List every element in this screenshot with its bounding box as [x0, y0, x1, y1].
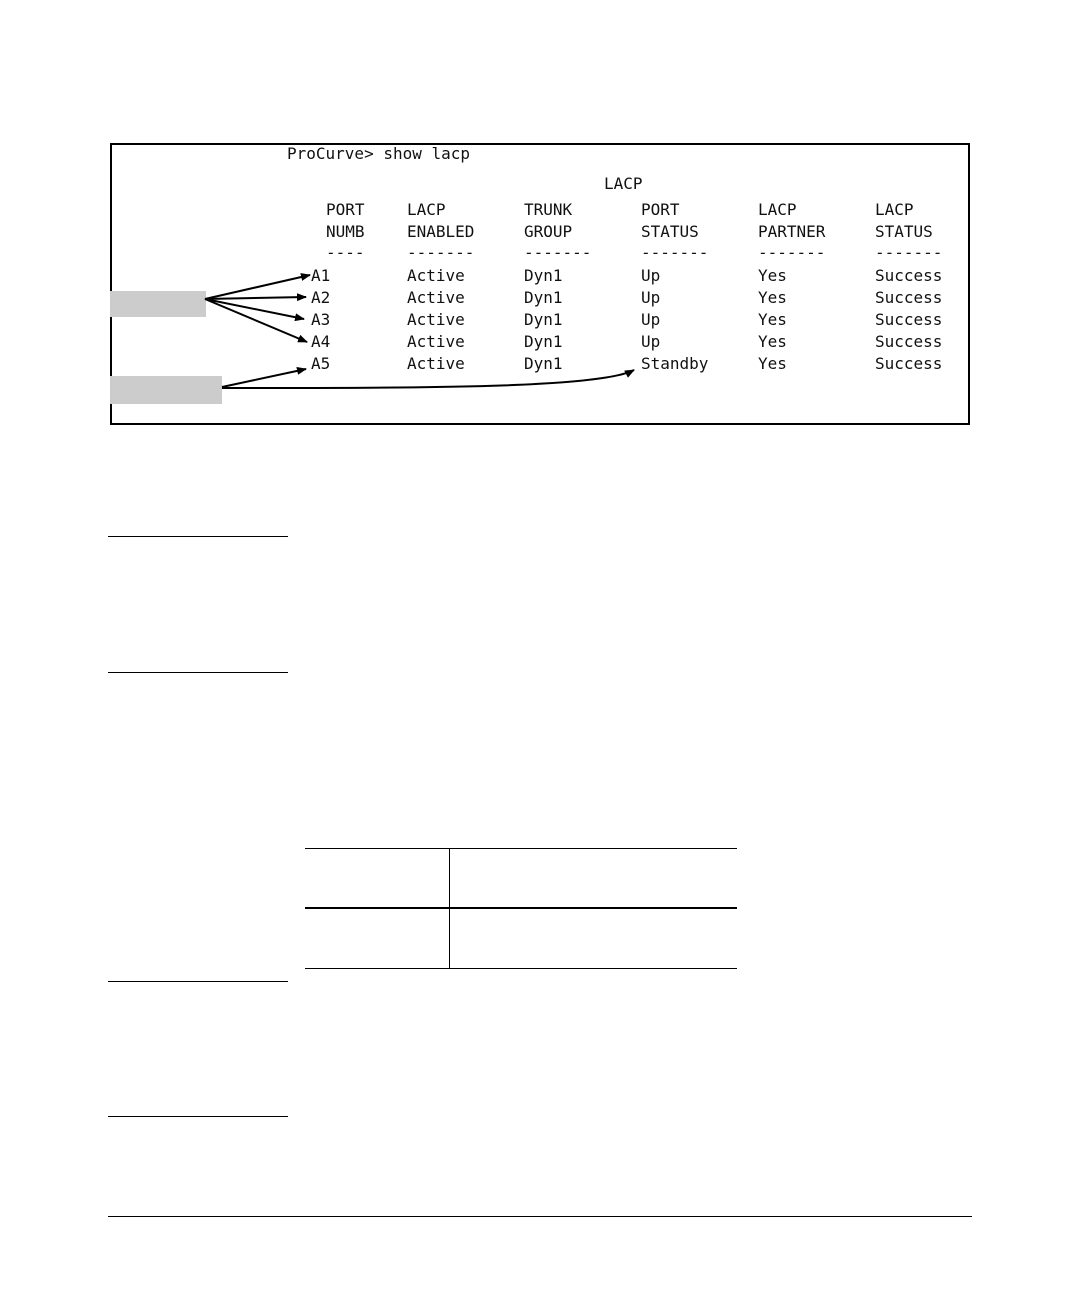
lacp-enabled: Active — [407, 288, 465, 307]
active-ports-callout — [110, 291, 206, 317]
command-prompt: ProCurve> show lacp — [287, 144, 471, 163]
column-divider: ------- — [524, 243, 592, 262]
table-column-rule — [449, 848, 450, 969]
trunk-group: Dyn1 — [524, 288, 563, 307]
lacp-enabled: Active — [407, 332, 465, 351]
column-header: NUMB — [326, 222, 365, 241]
lacp-partner: Yes — [758, 310, 787, 329]
lacp-status: Success — [875, 266, 943, 285]
column-divider: ------- — [875, 243, 943, 262]
column-header: GROUP — [524, 222, 573, 241]
port-status: Up — [641, 332, 661, 351]
trunk-group: Dyn1 — [524, 354, 563, 373]
lacp-partner: Yes — [758, 266, 787, 285]
column-divider: ------- — [641, 243, 709, 262]
footer-rule — [108, 1216, 972, 1217]
column-header: STATUS — [875, 222, 933, 241]
lacp-enabled: Active — [407, 266, 465, 285]
lacp-partner: Yes — [758, 332, 787, 351]
port-number: A1 — [311, 266, 331, 285]
section-divider — [108, 536, 288, 537]
port-number: A3 — [311, 310, 331, 329]
trunk-group: Dyn1 — [524, 266, 563, 285]
port-status: Standby — [641, 354, 709, 373]
column-divider: ------- — [407, 243, 475, 262]
column-divider: ---- — [326, 243, 365, 262]
column-header: ENABLED — [407, 222, 475, 241]
column-divider: ------- — [758, 243, 826, 262]
table-bottom-rule — [305, 968, 737, 969]
lacp-partner: Yes — [758, 354, 787, 373]
lacp-enabled: Active — [407, 354, 465, 373]
port-status: Up — [641, 288, 661, 307]
column-header: PORT — [641, 200, 680, 219]
section-divider — [108, 981, 288, 982]
table-top-rule — [305, 848, 737, 849]
standby-port-callout — [110, 376, 222, 404]
lacp-status: Success — [875, 288, 943, 307]
port-number: A4 — [311, 332, 331, 351]
column-header: TRUNK — [524, 200, 573, 219]
port-number: A5 — [311, 354, 331, 373]
section-divider — [108, 672, 288, 673]
column-header: PARTNER — [758, 222, 826, 241]
lacp-status: Success — [875, 332, 943, 351]
lacp-heading: LACP — [604, 174, 643, 193]
column-header: LACP — [407, 200, 446, 219]
lacp-status: Success — [875, 354, 943, 373]
trunk-group: Dyn1 — [524, 310, 563, 329]
table-header-rule — [305, 907, 737, 909]
column-header: LACP — [875, 200, 914, 219]
column-header: LACP — [758, 200, 797, 219]
port-status: Up — [641, 266, 661, 285]
reference-table — [305, 848, 737, 969]
trunk-group: Dyn1 — [524, 332, 563, 351]
lacp-enabled: Active — [407, 310, 465, 329]
column-header: STATUS — [641, 222, 699, 241]
section-divider — [108, 1116, 288, 1117]
column-header: PORT — [326, 200, 365, 219]
lacp-status: Success — [875, 310, 943, 329]
port-status: Up — [641, 310, 661, 329]
lacp-partner: Yes — [758, 288, 787, 307]
port-number: A2 — [311, 288, 331, 307]
